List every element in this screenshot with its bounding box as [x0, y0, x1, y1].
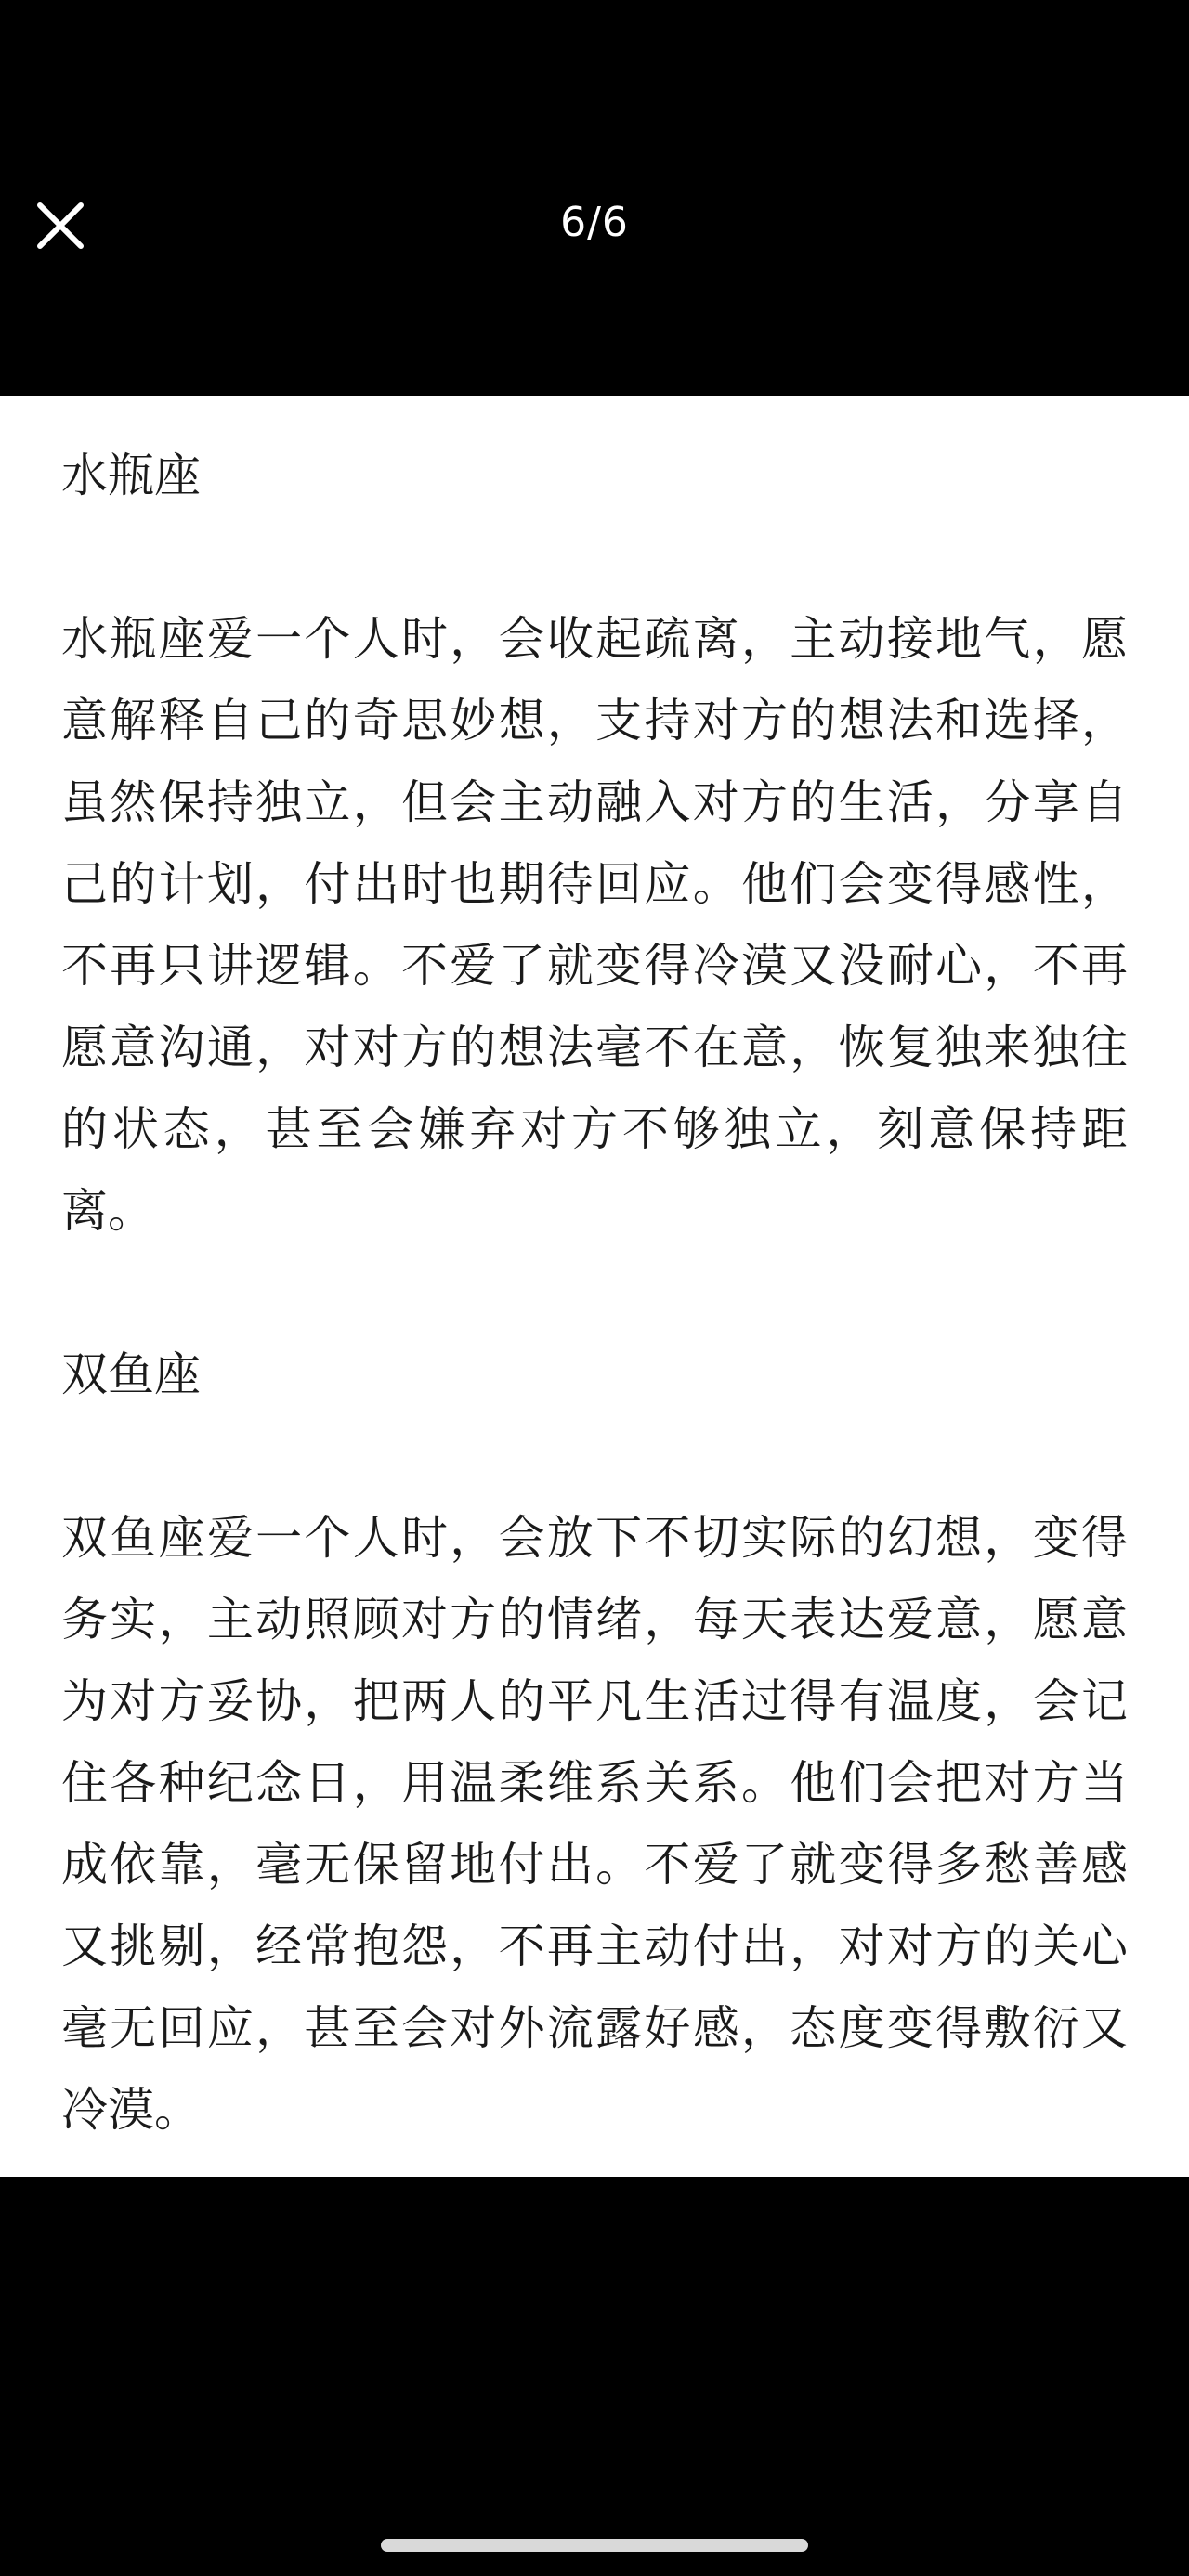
section-body-pisces: 双鱼座爱一个人时，会放下不切实际的幻想，变得务实，主动照顾对方的情绪，每天表达爱意，愿意为对方妥协，把两人的平凡生活过得有温度，会记住各种纪念日，用温柔维系关系。他们会把对方当成依靠，毫无保留地付出。不爱了就变得多愁善感又挑剔，经常抱怨，不再主动付出，对对方的关心毫无回应，甚至会对外流露好感，态度变得敷衍又冷漠。: [61, 1511, 1128, 2137]
section-title-aquarius: 水瓶座: [61, 449, 201, 502]
home-indicator[interactable]: [381, 2539, 808, 2552]
viewer-top-bar: [0, 0, 1189, 396]
article-page: [0, 396, 1189, 2177]
section-title-pisces: 双鱼座: [61, 1347, 201, 1401]
page-counter: 6/6: [560, 199, 629, 246]
viewer-bottom-bar: [0, 2177, 1189, 2576]
section-body-aquarius: 水瓶座爱一个人时，会收起疏离，主动接地气，愿意解释自己的奇思妙想，支持对方的想法和选择，虽然保持独立，但会主动融入对方的生活，分享自己的计划，付出时也期待回应。他们会变得感性，不再只讲逻辑。不爱了就变得冷漠又没耐心，不再愿意沟通，对对方的想法毫不在意，恢复独来独往的状态，甚至会嫌弃对方不够独立，刻意保持距离。: [61, 612, 1128, 1238]
